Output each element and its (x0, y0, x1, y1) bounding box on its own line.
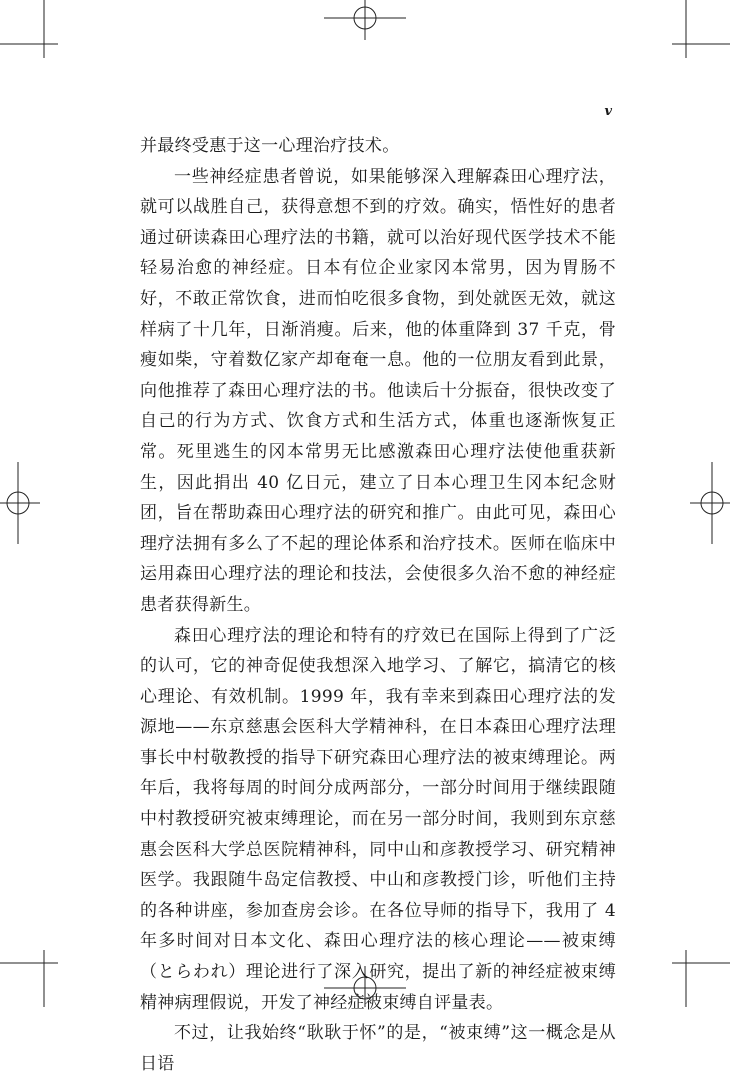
paragraph-4: 不过，让我始终“耿耿于怀”的是，“被束缚”这一概念是从日语 (140, 1023, 616, 1074)
body-text (140, 131, 616, 1079)
paragraph-3: 森田心理疗法的理论和特有的疗效已在国际上得到了广泛的认可，它的神奇促使我想深入地学习、了解它，搞清它的核心理论、有效机制。1999 年，我有幸来到森田心理疗法的发源地——东京慈惠会医科大学精神科，在日本森田心理疗法理事长中村敬教授的指导下研究森田心理疗法的被束缚理论。两年后，我将每周的时间分成两部分，一部分时间用于继续跟随中村教授研究被束缚理论，而在另一部分时间，我则到东京慈惠会医科大学总医院精神科，同中山和彦教授学习、研究精神医学。我跟随牛岛定信教授、中山和彦教授门诊，听他们主持的各种讲座，参加查房会诊。在各位导师的指导下，我用了 4 年多时间对日本文化、森田心理疗法的核心理论——被束缚（とらわれ）理论进行了深入研究，提出了新的神经症被束缚精神病理假说，开发了神经症被束缚自评量表。 (140, 625, 616, 1013)
paragraph-2: 一些神经症患者曾说，如果能够深入理解森田心理疗法，就可以战胜自己，获得意想不到的疗效。确实，悟性好的患者通过研读森田心理疗法的书籍，就可以治好现代医学技术不能轻易治愈的神经症。日本有位企业家冈本常男，因为胃肠不好，不敢正常饮食，进而怕吃很多食物，到处就医无效，就这样病了十几年，日渐消瘦。后来，他的体重降到 37 千克，骨瘦如柴，守着数亿家产却奄奄一息。他的一位朋友看到此景，向他推荐了森田心理疗法的书。他读后十分振奋，很快改变了自己的行为方式、饮食方式和生活方式，体重也逐渐恢复正常。死里逃生的冈本常男无比感激森田心理疗法使他重获新生，因此捐出 40 亿日元，建立了日本心理卫生冈本纪念财团，旨在帮助森田心理疗法的研究和推广。由此可见，森田心理疗法拥有多么了不起的理论体系和治疗技术。医师在临床中运用森田心理疗法的理论和技法，会使很多久治不愈的神经症患者获得新生。 (140, 166, 616, 615)
crop-mark-bottom-left (0, 950, 58, 1007)
registration-mark-right (690, 462, 730, 544)
paragraph-1: 并最终受惠于这一心理治疗技术。 (140, 136, 400, 156)
registration-mark-left (0, 462, 40, 544)
crop-mark-top-right (672, 0, 730, 58)
crop-mark-bottom-right (672, 950, 730, 1007)
crop-mark-top-left (0, 0, 58, 58)
registration-mark-top (324, 0, 406, 40)
page-number: v (604, 104, 612, 119)
